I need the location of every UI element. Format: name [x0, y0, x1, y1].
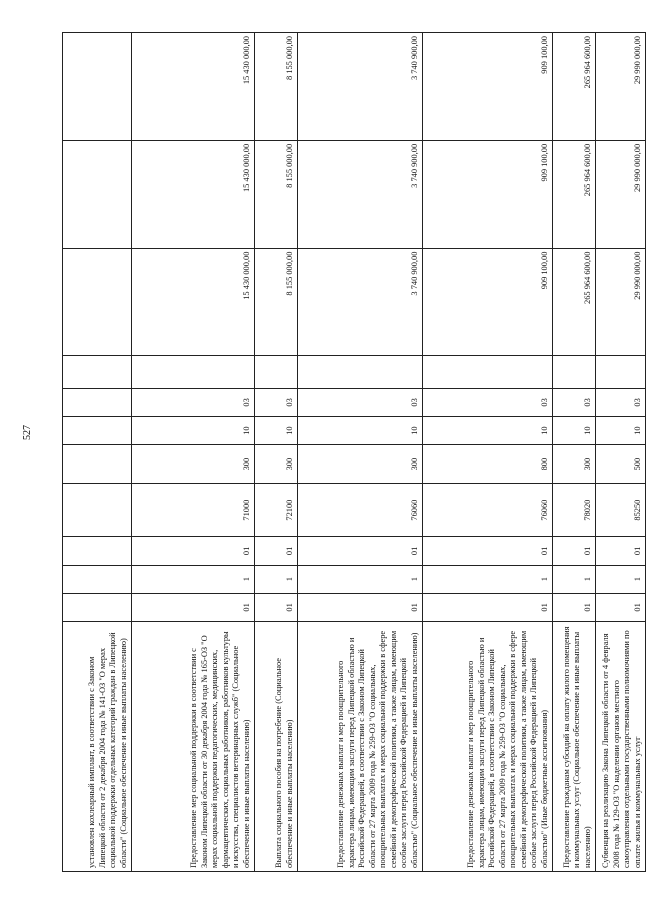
- budget-table-rotated: [62, 32, 642, 872]
- amount-year-2: 909 100,00: [423, 140, 553, 248]
- code-subsection: [63, 388, 132, 416]
- code-section: 10: [423, 417, 553, 445]
- table-row: [298, 33, 423, 872]
- amount-year-1: 8 155 000,00: [255, 248, 298, 356]
- code-event: 01: [255, 537, 298, 565]
- code-subsection: 03: [596, 388, 646, 416]
- table-row: [63, 33, 132, 872]
- code-subprogram: 1: [596, 565, 646, 593]
- code-expense-type: 500: [596, 445, 646, 484]
- amount-year-1: 29 990 000,00: [596, 248, 646, 356]
- code-event: 01: [132, 537, 255, 565]
- code-subsection: 03: [298, 388, 423, 416]
- code-expense-type: 800: [423, 445, 553, 484]
- code-program: 01: [596, 593, 646, 621]
- row-description: установлен кохлеарный имплант, в соответствии с Законом Липецкой области от 2 декабря 2004 года № 141-ОЗ "О мерах социальной поддержки отдельных категорий граждан в Липецкой области" (Социальное обеспечение и иные выплаты населению): [63, 621, 132, 871]
- row-description: Предоставление мер социальной поддержки в соответствии с Законом Липецкой области от 30 декабря 2004 года № 165-ОЗ "О мерах социальной поддержки педагогических, медицинских, фармацевтических, социальных работников, работников культуры и искусства, специалистов ветеринарных служб" (Социальное обеспечение и иные выплаты населению): [132, 621, 255, 871]
- code-section: 10: [553, 417, 596, 445]
- table-row: [132, 33, 255, 872]
- amount-year-2: 15 430 000,00: [132, 140, 255, 248]
- code-section: 10: [298, 417, 423, 445]
- code-expense-type: 300: [298, 445, 423, 484]
- row-description: Выплата социального пособия на погребение (Социальное обеспечение и иные выплаты населению): [255, 621, 298, 871]
- code-subsection: 03: [423, 388, 553, 416]
- code-subprogram: [63, 565, 132, 593]
- amount-year-1: 265 964 600,00: [553, 248, 596, 356]
- table-row: [255, 33, 298, 872]
- row-description: Предоставление денежных выплат и мер поощрительного характера лицам, имеющим заслуги перед Липецкой областью и Российской Федерацией, в соответствии с Законом Липецкой области от 27 марта 2009 года № 259-ОЗ "О социальных, поощрительных выплатах и мерах социальной поддержки в сфере семейной и демографической политики, а также лицам, имеющим особые заслуги перед Российской Федерацией и Липецкой областью" (Социальное обеспечение и иные выплаты населению): [298, 621, 423, 871]
- row-description: Предоставление денежных выплат и мер поощрительного характера лицам, имеющим заслуги перед Липецкой областью и Российской Федерацией, в соответствии с Законом Липецкой области от 27 марта 2009 года № 259-ОЗ "О социальных, поощрительных выплатах и мерах социальной поддержки в сфере семейной и демографической политики, а также лицам, имеющим особые заслуги перед Российской Федерацией и Липецкой областью" (Иные бюджетные ассигнования): [423, 621, 553, 871]
- empty-cell: [423, 356, 553, 388]
- amount-year-1: 3 740 900,00: [298, 248, 423, 356]
- code-event: 01: [423, 537, 553, 565]
- code-section: 10: [255, 417, 298, 445]
- amount-year-2: 3 740 900,00: [298, 140, 423, 248]
- code-subprogram: 1: [132, 565, 255, 593]
- code-direction: 76060: [423, 483, 553, 536]
- table-row: [553, 33, 596, 872]
- empty-cell: [596, 356, 646, 388]
- amount-year-2: [63, 140, 132, 248]
- amount-year-1: 15 430 000,00: [132, 248, 255, 356]
- code-event: 01: [553, 537, 596, 565]
- code-section: 10: [132, 417, 255, 445]
- code-expense-type: [63, 445, 132, 484]
- code-direction: [63, 483, 132, 536]
- amount-year-1: 909 100,00: [423, 248, 553, 356]
- empty-cell: [553, 356, 596, 388]
- code-event: 01: [596, 537, 646, 565]
- table-row: [423, 33, 553, 872]
- code-program: [63, 593, 132, 621]
- code-subprogram: 1: [298, 565, 423, 593]
- code-direction: 78020: [553, 483, 596, 536]
- amount-year-2: 8 155 000,00: [255, 140, 298, 248]
- amount-year-2: 29 990 000,00: [596, 140, 646, 248]
- code-section: [63, 417, 132, 445]
- row-description: Предоставление гражданам субсидий на оплату жилого помещения и коммунальных услуг (Социальное обеспечение и иные выплаты населению): [553, 621, 596, 871]
- code-direction: 76060: [298, 483, 423, 536]
- code-program: 01: [298, 593, 423, 621]
- code-expense-type: 300: [255, 445, 298, 484]
- empty-cell: [132, 356, 255, 388]
- code-event: [63, 537, 132, 565]
- code-subprogram: 1: [423, 565, 553, 593]
- empty-cell: [298, 356, 423, 388]
- code-program: 01: [423, 593, 553, 621]
- code-program: 01: [553, 593, 596, 621]
- code-expense-type: 300: [553, 445, 596, 484]
- table-row: [596, 33, 646, 872]
- empty-cell: [255, 356, 298, 388]
- code-expense-type: 300: [132, 445, 255, 484]
- code-direction: 71000: [132, 483, 255, 536]
- code-direction: 85250: [596, 483, 646, 536]
- code-subsection: 03: [553, 388, 596, 416]
- amount-year-3: 3 740 900,00: [298, 33, 423, 141]
- amount-year-3: 265 964 600,00: [553, 33, 596, 141]
- amount-year-3: 29 990 000,00: [596, 33, 646, 141]
- code-subsection: 03: [132, 388, 255, 416]
- code-direction: 72100: [255, 483, 298, 536]
- amount-year-3: [63, 33, 132, 141]
- page-number: 527: [22, 425, 33, 440]
- code-subprogram: 1: [255, 565, 298, 593]
- code-section: 10: [596, 417, 646, 445]
- amount-year-3: 909 100,00: [423, 33, 553, 141]
- code-event: 01: [298, 537, 423, 565]
- row-description: Субвенция на реализацию Закона Липецкой области от 4 февраля 2008 года № 129-ОЗ "О наделении органов местного самоуправления отдельными государственными полномочиями по оплате жилья и коммунальных услуг: [596, 621, 646, 871]
- amount-year-3: 8 155 000,00: [255, 33, 298, 141]
- code-program: 01: [132, 593, 255, 621]
- code-subsection: 03: [255, 388, 298, 416]
- code-subprogram: 1: [553, 565, 596, 593]
- budget-table: [62, 32, 646, 872]
- empty-cell: [63, 356, 132, 388]
- code-program: 01: [255, 593, 298, 621]
- amount-year-3: 15 430 000,00: [132, 33, 255, 141]
- amount-year-1: [63, 248, 132, 356]
- amount-year-2: 265 964 600,00: [553, 140, 596, 248]
